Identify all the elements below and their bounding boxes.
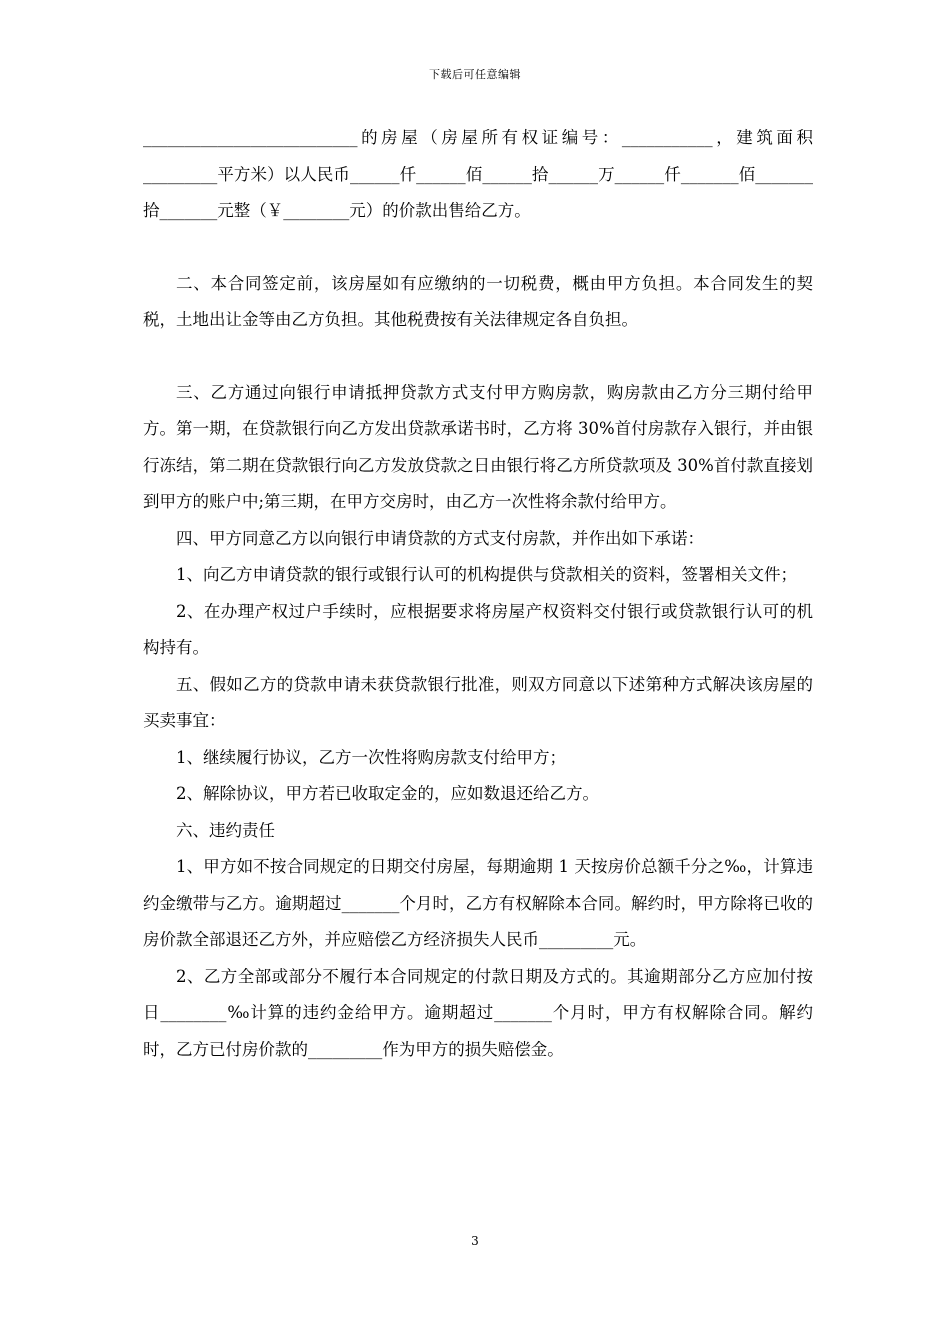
page-header: 下载后可任意编辑 [429, 68, 521, 81]
paragraph-taxes: 二、本合同签定前，该房屋如有应缴纳的一切税费，概由甲方负担。本合同发生的契税，土地出让金等由乙方负担。其他税费按有关法律规定各自负担。 [143, 273, 813, 329]
paragraph-option-1: 1、继续履行协议，乙方一次性将购房款支付给甲方； [176, 747, 566, 767]
paragraph-option-2: 2、解除协议，甲方若已收取定金的，应如数退还给乙方。 [176, 784, 599, 803]
paragraph-commitment-1: 1、向乙方申请贷款的银行或银行认可的机构提供与贷款相关的资料，签署相关文件； [176, 565, 797, 584]
paragraph-gap [143, 339, 813, 375]
paragraph-breach-buyer: 2、乙方全部或部分不履行本合同规定的付款日期及方式的。其逾期部分乙方应加付按日________‰计算的违约金给甲方。逾期超过_______个月时，甲方有权解除合同。解约时，乙方已付房价款的_________作为甲方的损失赔偿金。 [143, 966, 813, 1059]
paragraph-commitment: 四、甲方同意乙方以向银行申请贷款的方式支付房款，并作出如下承诺： [176, 528, 704, 548]
document-body [143, 120, 813, 1068]
section-heading-breach: 六、违约责任 [176, 820, 275, 840]
page-number: 3 [471, 1234, 479, 1248]
paragraph-price: __________________________的房屋（房屋所有权证编号：___________，建筑面积_________平方米）以人民币______仟______佰______拾______万______仟_______佰_______拾_______元整（￥________元）的价款出售给乙方。 [143, 128, 813, 220]
paragraph-mortgage: 三、乙方通过向银行申请抵押贷款方式支付甲方购房款，购房款由乙方分三期付给甲方。第一期，在贷款银行向乙方发出贷款承诺书时，乙方将 30%首付房款存入银行，并由银行冻结，第二期在贷款银行向乙方发放贷款之日由银行将乙方所贷款项及 30%首付款直接划到甲方的账户中;第三期，在甲方交房时，由乙方一次性将余款付给甲方。 [143, 382, 813, 511]
paragraph-loan-rejected: 五、假如乙方的贷款申请未获贷款银行批准，则双方同意以下述第种方式解决该房屋的买卖事宜： [143, 674, 813, 730]
paragraph-gap [143, 230, 813, 266]
paragraph-breach-seller: 1、甲方如不按合同规定的日期交付房屋，每期逾期 1 天按房价总额千分之‰，计算违约金缴带与乙方。逾期超过_______个月时，乙方有权解除本合同。解约时，甲方除将已收的房价款全部退还乙方外，并应赔偿乙方经济损失人民币_________元。 [143, 857, 813, 949]
paragraph-commitment-2: 2、在办理产权过户手续时，应根据要求将房屋产权资料交付银行或贷款银行认可的机构持有。 [143, 601, 813, 657]
